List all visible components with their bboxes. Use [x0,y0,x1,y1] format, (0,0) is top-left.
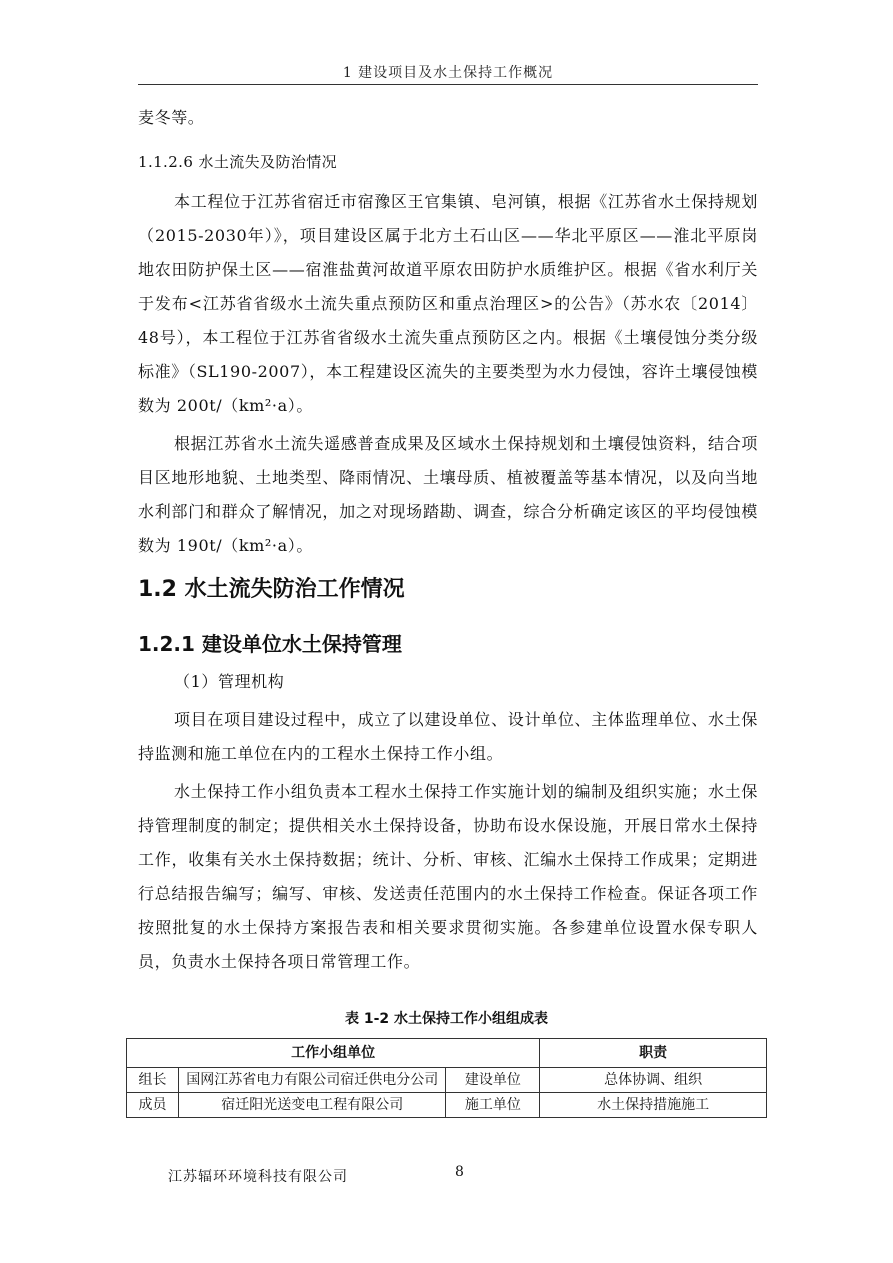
table-cell-type: 施工单位 [446,1093,540,1118]
table-cell-role: 成员 [127,1093,179,1118]
table-caption: 表 1-2 水土保持工作小组组成表 [344,1011,549,1027]
document-body [138,101,758,979]
paragraph-continuation: 麦冬等。 [138,108,205,127]
section-heading-12: 1.2 水土流失防治工作情况 [138,577,405,602]
paragraph-erosion: 根据江苏省水土流失遥感普查成果及区域水土保持规划和土壤侵蚀资料，结合项目区地形地貌、土地类型、降雨情况、土壤母质、植被覆盖等基本情况，以及向当地水利部门和群众了解情况，加之对现场踏勘、调查，综合分析确定该区的平均侵蚀模数为 190t/（km²·a）。 [138,434,758,555]
paragraph-location: 本工程位于江苏省宿迁市宿豫区王官集镇、皂河镇，根据《江苏省水土保持规划（2015-2030年）》，项目建设区属于北方土石山区——华北平原区——淮北平原岗地农田防护保土区——宿淮盐黄河故道平原农田防护水质维护区。根据《省水利厅关于发布<江苏省省级水土流失重点预防区和重点治理区>的公告》（苏水农〔2014〕48号），本工程位于江苏省省级水土流失重点预防区之内。根据《土壤侵蚀分类分级标准》（SL190-2007），本工程建设区流失的主要类型为水力侵蚀，容许土壤侵蚀模数为 200t/（km²·a）。 [138,192,758,415]
list-item-management: （1）管理机构 [174,672,285,691]
table-cell-org: 宿迁阳光送变电工程有限公司 [178,1093,446,1118]
paragraph-working-group: 项目在项目建设过程中，成立了以建设单位、设计单位、主体监理单位、水土保持监测和施工单位在内的工程水土保持工作小组。 [138,710,758,763]
page-number: 8 [455,1164,464,1180]
header-divider [138,84,758,85]
footer-company: 江苏辐环环境科技有限公司 [168,1169,348,1185]
table-cell-duty: 水土保持措施施工 [540,1093,767,1118]
table-row [127,1093,767,1118]
paragraph-responsibilities: 水土保持工作小组负责本工程水土保持工作实施计划的编制及组织实施；水土保持管理制度的制定；提供相关水土保持设备，协助布设水保设施，开展日常水土保持工作，收集有关水土保持数据；统计、分析、审核、汇编水土保持工作成果；定期进行总结报告编写；编写、审核、发送责任范围内的水土保持工作检查。保证各项工作按照批复的水土保持方案报告表和相关要求贯彻实施。各参建单位设置水保专职人员，负责水土保持各项日常管理工作。 [138,782,758,971]
table-cell-org: 国网江苏省电力有限公司宿迁供电分公司 [178,1068,446,1093]
section-heading-121: 1.2.1 建设单位水土保持管理 [138,632,402,656]
table-cell-role: 组长 [127,1068,179,1093]
section-heading-1126: 1.1.2.6 水土流失及防治情况 [138,153,338,171]
table-row [127,1068,767,1093]
working-group-table [126,1038,767,1118]
table-header-duty: 职责 [540,1039,767,1068]
table-cell-type: 建设单位 [446,1068,540,1093]
table-cell-duty: 总体协调、组织 [540,1068,767,1093]
running-header: 1 建设项目及水土保持工作概况 [342,65,554,81]
table-header-row [127,1039,767,1068]
table-header-unit: 工作小组单位 [127,1039,540,1068]
